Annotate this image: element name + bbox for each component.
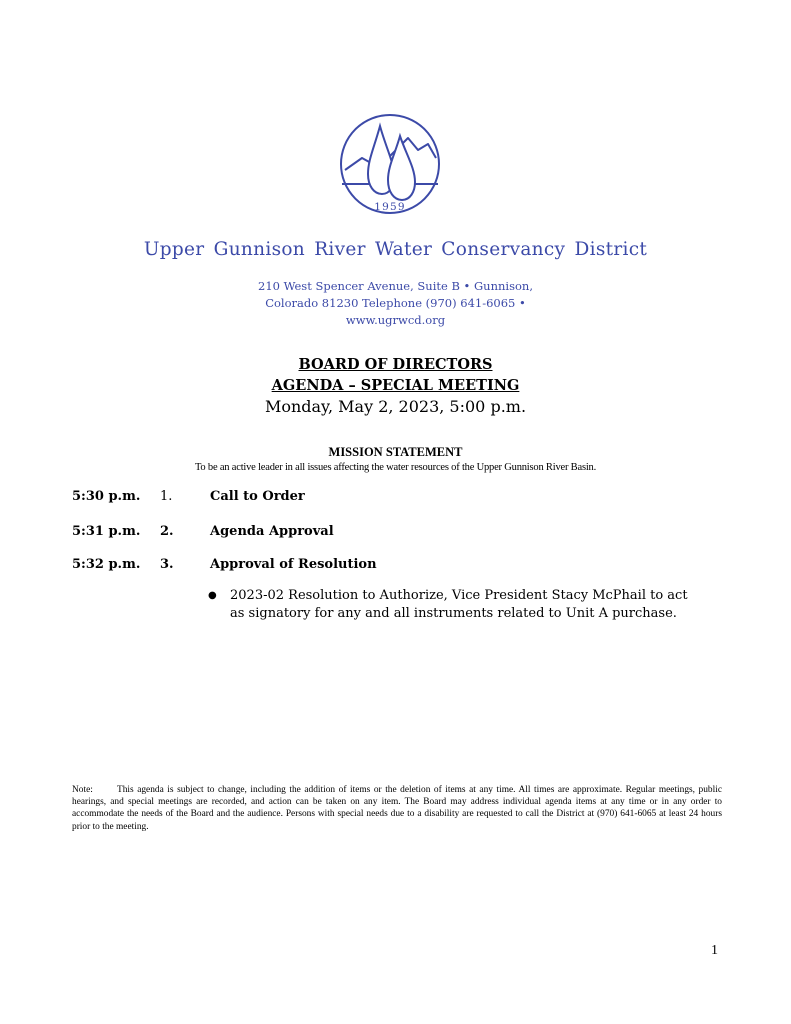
note-text: This agenda is subject to change, including the addition of items or the deletion of items at any time. All times are approximate. Regular meetings, public hearings, and special meetings are recorded, and action can be taken on any item. The Board may address individual agenda items at any time or in any order to accommodate the needs of the Board and the audience. Persons with special needs due to a disability are requested to call the District at (970) 641-6065 at least 24 hours prior to the meeting. bbox=[72, 785, 722, 832]
bullet-icon: ● bbox=[208, 590, 217, 601]
address-line-1: 210 West Spencer Avenue, Suite B • Gunnison, bbox=[258, 279, 533, 293]
organization-name: Upper Gunnison River Water Conservancy District bbox=[143, 239, 648, 260]
mission-statement-text: To be an active leader in all issues affecting the water resources of the Upper Gunnison River Basin. bbox=[194, 462, 597, 473]
agenda-item-label: Agenda Approval bbox=[210, 524, 334, 539]
website-link[interactable]: www.ugrwcd.org bbox=[345, 313, 446, 327]
agenda-item-number: 3. bbox=[160, 557, 174, 572]
board-title: BOARD OF DIRECTORS bbox=[298, 356, 493, 373]
agenda-item-time: 5:31 p.m. bbox=[72, 524, 141, 539]
agenda-title: AGENDA – SPECIAL MEETING bbox=[271, 377, 520, 394]
water-drop-logo-icon bbox=[338, 112, 442, 228]
page-number: 1 bbox=[711, 943, 718, 958]
note-label: Note: bbox=[72, 785, 93, 795]
agenda-item-number: 2. bbox=[160, 524, 174, 539]
agenda-note bbox=[72, 784, 722, 833]
agenda-item-label: Approval of Resolution bbox=[210, 557, 377, 572]
agenda-item-time: 5:32 p.m. bbox=[72, 557, 141, 572]
meeting-date: Monday, May 2, 2023, 5:00 p.m. bbox=[264, 397, 527, 416]
district-logo bbox=[338, 112, 442, 228]
logo-year: 1959 bbox=[374, 201, 406, 213]
agenda-item-number: 1. bbox=[160, 489, 173, 504]
address-line-2: Colorado 81230 Telephone (970) 641-6065 • bbox=[265, 296, 526, 310]
mission-statement-title: MISSION STATEMENT bbox=[328, 445, 463, 459]
agenda-item-time: 5:30 p.m. bbox=[72, 489, 141, 504]
agenda-item-label: Call to Order bbox=[210, 489, 305, 504]
resolution-sub-item: 2023-02 Resolution to Authorize, Vice President Stacy McPhail to act as signatory for any and all instruments related to Unit A purchase. bbox=[230, 588, 688, 621]
